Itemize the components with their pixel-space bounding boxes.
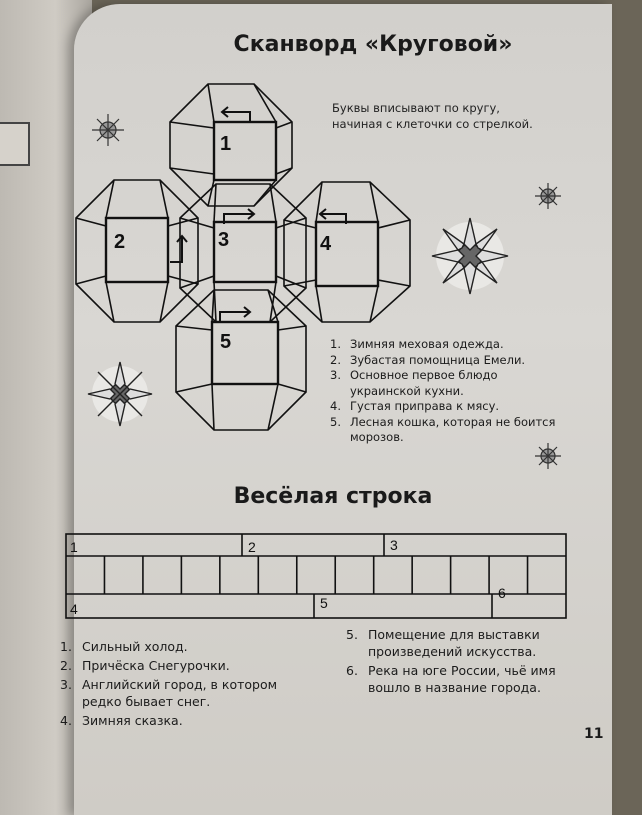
instruction-line-2: начиная с клеточки со стрелкой. — [332, 117, 533, 131]
left-page-grid-fragment — [0, 122, 30, 166]
snowflake-icon — [92, 114, 124, 146]
cell-number-3: 3 — [218, 229, 230, 251]
row-puzzle-title: Весёлая строка — [233, 484, 433, 509]
clue-item: 5. Лесная кошка, которая не боится морозов. — [330, 414, 556, 444]
row-puzzle-cells[interactable] — [104, 556, 527, 594]
arrow-left-icon — [222, 107, 250, 122]
cell-number-5: 5 — [220, 331, 232, 353]
clue-item: 2. Причёска Снегурочки. — [60, 658, 230, 673]
clue-item: 3. Английский город, в котором редко бывает снег. — [60, 677, 278, 709]
clue-item: 1. Зимняя меховая одежда. — [330, 337, 504, 351]
scanword-title: Сканворд «Круговой» — [233, 32, 513, 57]
clue-item: 1. Сильный холод. — [60, 639, 188, 654]
row-number-4: 4 — [70, 601, 78, 617]
clue-item: 4. Густая приправа к мясу. — [330, 399, 500, 413]
row-puzzle-grid — [66, 534, 566, 618]
cell-number-1: 1 — [220, 133, 232, 155]
arrow-right-icon — [220, 307, 250, 322]
snowflake-icon — [432, 218, 508, 294]
clue-item: 5. Помещение для выставки произведений искусства. — [346, 627, 540, 659]
snowflake-icon — [88, 362, 152, 426]
circle-cell-3[interactable] — [180, 184, 306, 322]
row-clues-right — [346, 626, 566, 698]
row-number-1: 1 — [70, 539, 78, 555]
row-number-3: 3 — [390, 537, 398, 553]
circle-cell-4[interactable] — [284, 182, 410, 322]
arrow-up-icon — [170, 236, 187, 262]
instruction-line-1: Буквы вписывают по кругу, — [332, 101, 500, 115]
clue-item: 4. Зимняя сказка. — [60, 713, 183, 728]
snowflake-icon — [535, 443, 561, 469]
snowflake-icon — [535, 183, 561, 209]
clue-item: 3. Основное первое блюдо украинской кухни. — [330, 368, 498, 398]
cell-number-4: 4 — [320, 233, 332, 255]
row-number-2: 2 — [248, 539, 256, 555]
clue-item: 6. Река на юге России, чьё имя вошло в название города. — [346, 663, 556, 695]
workbook-page — [60, 4, 612, 815]
cell-number-2: 2 — [114, 231, 126, 253]
page-number: 11 — [584, 726, 604, 742]
clue-item: 2. Зубастая помощница Емели. — [330, 352, 526, 367]
row-number-5: 5 — [320, 595, 328, 611]
scanword-clues — [330, 337, 570, 446]
row-number-6: 6 — [498, 585, 506, 601]
row-clues-left — [60, 638, 320, 731]
